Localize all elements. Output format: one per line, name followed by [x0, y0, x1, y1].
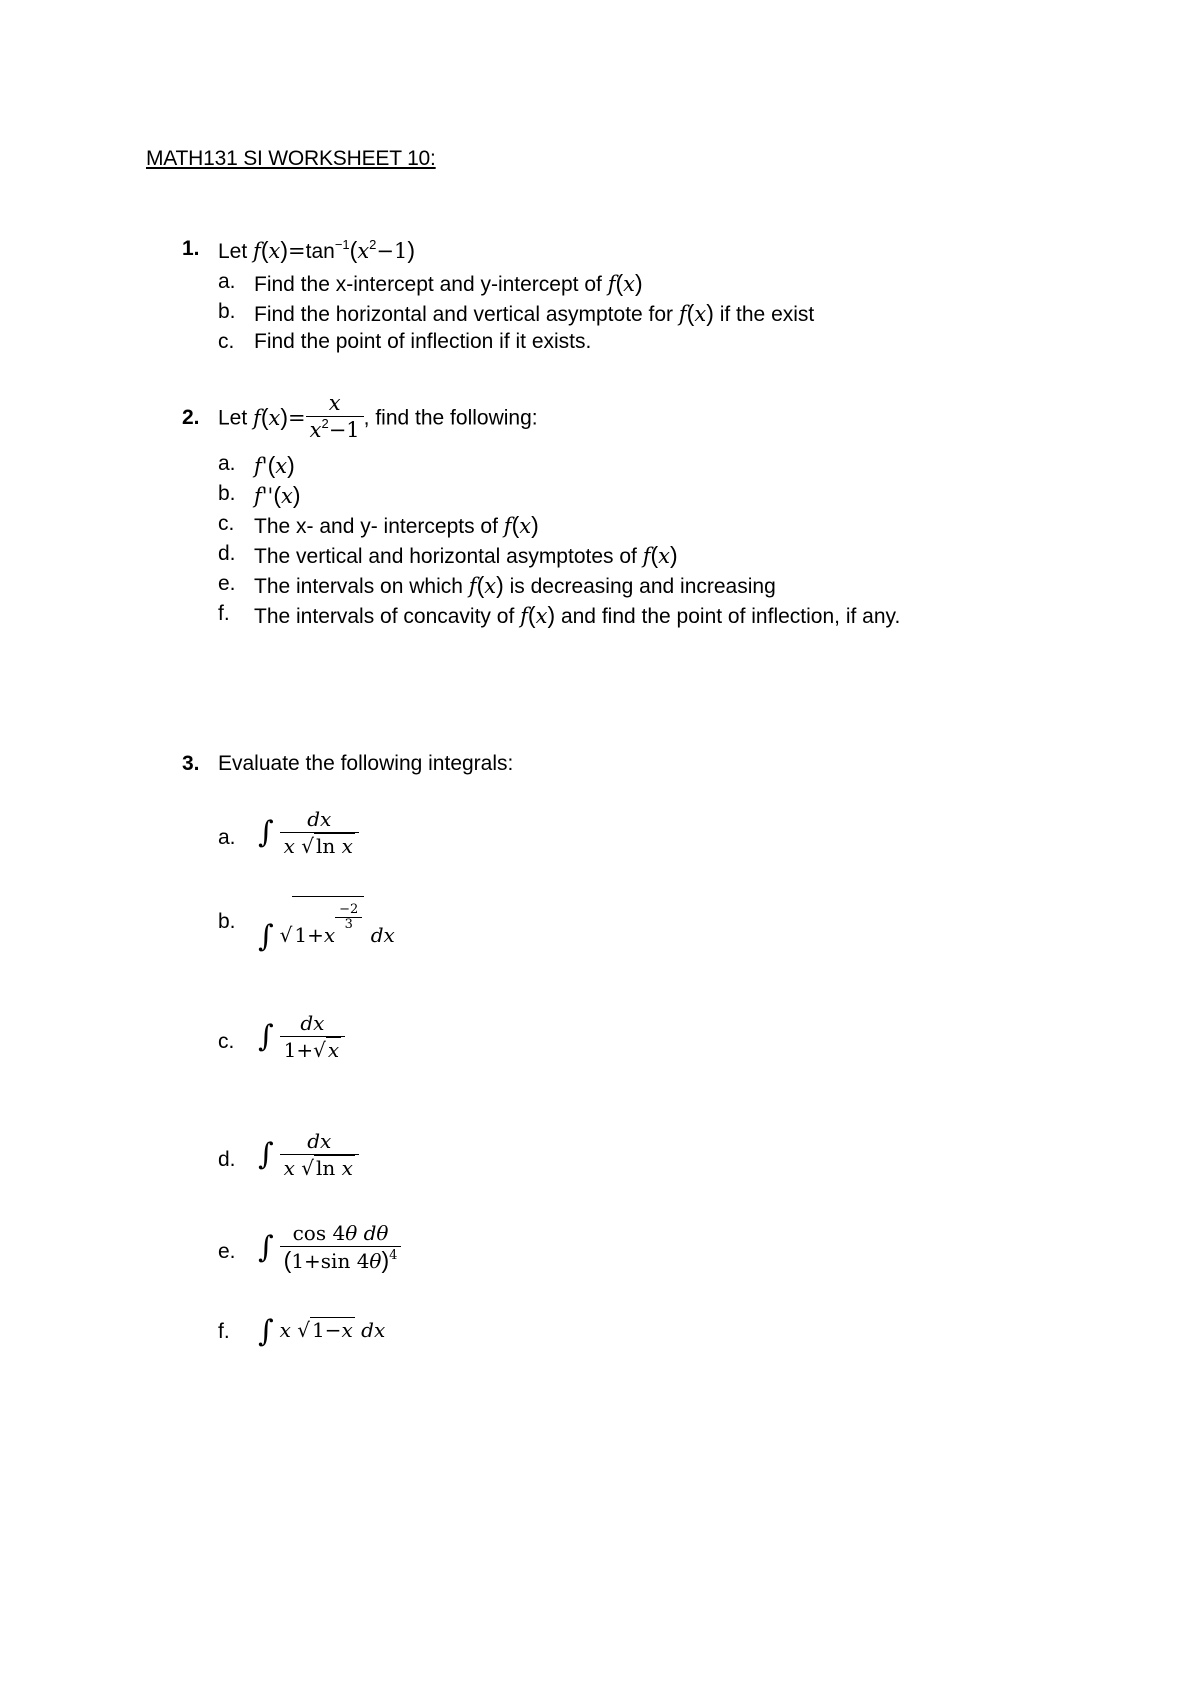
question-1-formula: $f(x)=\tan^{-1}(x^2-1)$	[253, 237, 416, 263]
q2-item-b-label: b.	[218, 482, 236, 505]
q2-item-d-text: The vertical and horizontal asymptotes of	[254, 545, 637, 568]
integral-c: ∫ $\frac{dx}{1+√ x}$	[258, 1010, 345, 1063]
q2-item-c-label: c.	[218, 512, 235, 535]
q2-item-f-tail: and find the point of inflection, if any.	[560, 605, 901, 628]
q3-item-f-label: f.	[218, 1320, 230, 1343]
q2-item-c-text: The x- and y- intercepts of	[254, 515, 498, 538]
worksheet-title: MATH131 SI WORKSHEET 10:	[146, 147, 436, 170]
question-3-number: 3.	[182, 752, 200, 775]
f-of-x: f(x)	[520, 602, 556, 628]
q3-item-a-label: a.	[218, 826, 236, 849]
q1-item-a-text: Find the x-intercept and y-intercept of	[254, 273, 602, 296]
question-2-formula: f(x)= $\frac{x}{x^2-1}$	[253, 407, 364, 430]
integral-e: ∫ $\frac{\text{cos 4θ dθ}}{(1+\sin 4\theta)^4}$	[258, 1220, 401, 1274]
question-2-tail: , find the following:	[363, 406, 538, 430]
question-2-number: 2.	[182, 406, 200, 429]
q1-item-b-label: b.	[218, 300, 236, 323]
q3-item-d-label: d.	[218, 1148, 236, 1171]
question-1-lead: Let	[218, 240, 248, 263]
q1-item-b-tail: if the exist	[719, 303, 815, 326]
q1-item-c-label: c.	[218, 330, 235, 353]
integral-b: ∫ √ 1+x $\frac{-2}{3}$ dx	[258, 896, 395, 954]
q2-item-e-label: e.	[218, 572, 236, 595]
q2-item-e-text: The intervals on which	[254, 575, 463, 598]
question-2	[182, 392, 782, 452]
integral-a: ∫ $\frac{dx}{\text{x √ ln x}}$	[258, 806, 359, 859]
second-derivative: f''(x)	[254, 482, 301, 508]
question-2-lead: Let	[218, 406, 248, 430]
f-of-x: f(x)	[642, 542, 678, 568]
q1-item-b-text: Find the horizontal and vertical asymptote for	[254, 303, 674, 326]
q1-item-c-text: Find the point of inflection if it exists.	[254, 330, 592, 353]
q3-item-b-label: b.	[218, 910, 236, 933]
q2-item-e-tail: is decreasing and increasing	[509, 575, 776, 598]
integral-d: ∫ $\frac{dx}{\text{x √ ln x}}$	[258, 1128, 359, 1181]
f-of-x: f(x)	[678, 300, 714, 326]
question-1-number: 1.	[182, 237, 200, 260]
f-of-x: f(x)	[503, 512, 539, 538]
q2-item-d-label: d.	[218, 542, 236, 565]
question-1-statement	[218, 237, 415, 264]
integral-f: ∫ x √ 1−x dx	[258, 1314, 386, 1349]
q3-item-c-label: c.	[218, 1030, 235, 1053]
question-3-text: Evaluate the following integrals:	[218, 752, 514, 775]
f-of-x: f(x)	[607, 270, 643, 296]
q2-item-f-text: The intervals of concavity of	[254, 605, 515, 628]
q3-item-e-label: e.	[218, 1240, 236, 1263]
first-derivative: f'(x)	[254, 452, 295, 478]
question-2-statement	[218, 392, 538, 446]
q2-item-f-label: f.	[218, 602, 230, 625]
f-of-x: f(x)	[468, 572, 504, 598]
q1-item-a-label: a.	[218, 270, 236, 293]
q2-item-a-label: a.	[218, 452, 236, 475]
